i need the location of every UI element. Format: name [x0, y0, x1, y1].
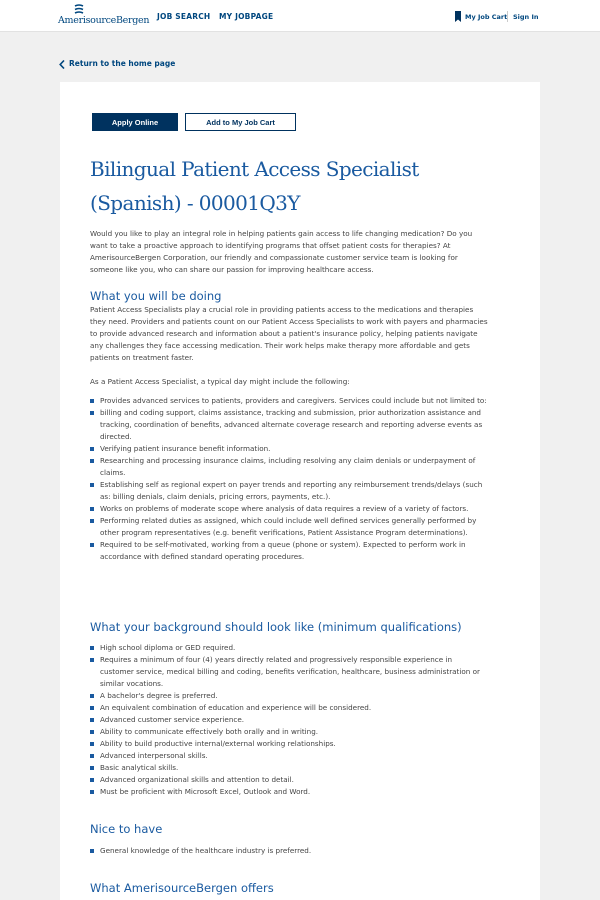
section-heading-nice-to-have: Nice to have	[90, 822, 163, 836]
list-item: Ability to communicate effectively both orally and in writing.	[90, 726, 488, 738]
job-detail-card	[60, 82, 540, 900]
qualifications-list	[90, 642, 488, 798]
sign-in-link[interactable]: Sign In	[513, 13, 539, 21]
list-item: Establishing self as regional expert on payer trends and reporting any reimbursement trends/delays (such as: billing denials, claim denials, pricing errors, payments, etc.).	[90, 479, 488, 503]
apply-online-button[interactable]: Apply Online	[92, 113, 178, 131]
list-item: Provides advanced services to patients, providers and caregivers. Services could include but not limited to:	[90, 395, 488, 407]
list-item: Advanced customer service experience.	[90, 714, 488, 726]
chevron-left-icon	[59, 60, 65, 69]
list-item: Advanced interpersonal skills.	[90, 750, 488, 762]
job-title: Bilingual Patient Access Specialist (Spanish) - 00001Q3Y	[90, 157, 419, 215]
list-item: A bachelor's degree is preferred.	[90, 690, 488, 702]
my-job-cart-link[interactable]: My Job Cart	[465, 13, 508, 21]
list-item: billing and coding support, claims assistance, tracking and submission, prior authorization assistance and tracking, coordination of benefits, advanced alternate coverage research and reporting adverse events as directed.	[90, 407, 488, 443]
list-item: Performing related duties as assigned, which could include well defined services generally performed by other program representatives (e.g. benefit verifications, Patient Assistance Program determinations).	[90, 515, 488, 539]
list-item: Requires a minimum of four (4) years directly related and progressively responsible experience in customer service, medical billing and coding, benefits verification, healthcare, business administration or similar vocations.	[90, 654, 488, 690]
nav-job-search[interactable]: JOB SEARCH	[157, 12, 211, 21]
section-heading-doing: What you will be doing	[90, 289, 222, 303]
duties-list	[90, 395, 488, 563]
job-intro: Would you like to play an integral role in helping patients gain access to life changing medication? Do you want to take a proactive approach to identifying programs that offset patient costs for therapies? At AmerisourceBergen Corporation, our friendly and compassionate customer service team is looking for someone like you, who can share our passion for improving healthcare access.	[90, 229, 473, 274]
list-item: General knowledge of the healthcare industry is preferred.	[90, 845, 488, 857]
list-item: Advanced organizational skills and attention to detail.	[90, 774, 488, 786]
add-to-job-cart-button[interactable]: Add to My Job Cart	[185, 113, 296, 131]
top-navigation-bar	[0, 0, 600, 32]
doing-typical-day: As a Patient Access Specialist, a typical day might include the following:	[90, 377, 350, 386]
section-heading-background: What your background should look like (minimum qualifications)	[90, 620, 462, 634]
nav-my-jobpage[interactable]: MY JOBPAGE	[219, 12, 274, 21]
list-item: High school diploma or GED required.	[90, 642, 488, 654]
list-item: Ability to build productive internal/external working relationships.	[90, 738, 488, 750]
list-item: Researching and processing insurance claims, including resolving any claim denials or underpayment of claims.	[90, 455, 488, 479]
list-item: Basic analytical skills.	[90, 762, 488, 774]
list-item: Required to be self-motivated, working from a queue (phone or system). Expected to perform work in accordance with defined standard operating procedures.	[90, 539, 488, 563]
list-item: Verifying patient insurance benefit information.	[90, 443, 488, 455]
nice-to-have-list	[90, 845, 488, 857]
header-divider	[507, 11, 508, 22]
logo-wordmark: AmerisourceBergen	[58, 15, 150, 26]
return-home-label: Return to the home page	[69, 59, 176, 68]
section-heading-offers: What AmerisourceBergen offers	[90, 881, 274, 895]
list-item: Works on problems of moderate scope where analysis of data requires a review of a variety of factors.	[90, 503, 488, 515]
doing-description: Patient Access Specialists play a crucial role in providing patients access to the medications and therapies they need. Providers and patients count on our Patient Access Specialists to work with payers and pharmacies to provide advanced research and information about a patient's insurance policy, helping patients navigate any challenges they face accessing medication. Their work helps make therapy more affordable and gets patients on treatment faster.	[90, 305, 488, 362]
list-item: An equivalent combination of education and experience will be considered.	[90, 702, 488, 714]
list-item: Must be proficient with Microsoft Excel, Outlook and Word.	[90, 786, 488, 798]
bookmark-icon[interactable]	[455, 11, 461, 22]
